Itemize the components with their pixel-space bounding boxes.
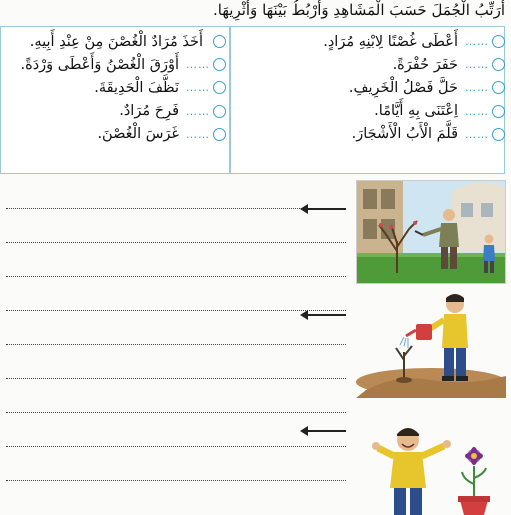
scene-image-flower: [356, 406, 506, 515]
sentence-item: [233, 100, 505, 123]
answer-circle[interactable]: [213, 128, 226, 141]
answer-circle[interactable]: [213, 35, 226, 48]
number-blank[interactable]: ……: [465, 58, 489, 72]
sentence-text: نَظَّفَ الْحَدِيقَةَ.: [94, 79, 179, 96]
sentence-text: اِعْتَنَى بِهِ أَيَّامًا.: [374, 103, 458, 120]
sentence-item: [4, 123, 226, 146]
sentence-item: [233, 30, 505, 53]
arrow-icon: [306, 208, 346, 210]
writing-line[interactable]: [6, 208, 346, 209]
sentence-item: [4, 100, 226, 123]
answer-circle[interactable]: [492, 105, 505, 118]
sentence-text: أَوْرَقَ الْغُصْنُ وَأَعْطَى وَرْدَةً.: [20, 56, 179, 73]
sentence-item: [233, 76, 505, 99]
sentence-text: حَفَرَ حُفْرَةً.: [392, 56, 458, 73]
sentence-item: [4, 30, 226, 53]
sentences-right-column: [233, 30, 505, 146]
number-blank[interactable]: ……: [186, 104, 210, 118]
sentence-item: [233, 53, 505, 76]
writing-line[interactable]: [6, 378, 346, 379]
instruction-heading: أُرَتِّبُ الْجُمَلَ حَسَبَ الْمَشَاهِدِ وَأَرْبُطُ بَيْنَهَا وَأُثْرِيهَا.: [213, 1, 505, 19]
answer-circle[interactable]: [492, 81, 505, 94]
writing-line[interactable]: [6, 242, 346, 243]
arrow-icon: [306, 314, 346, 316]
arrow-icon: [306, 430, 346, 432]
number-blank[interactable]: ……: [186, 127, 210, 141]
sentence-item: [233, 123, 505, 146]
number-blank[interactable]: ……: [465, 81, 489, 95]
sentence-item: [4, 76, 226, 99]
writing-line[interactable]: [6, 344, 346, 345]
answer-circle[interactable]: [492, 35, 505, 48]
sentences-left-column: [4, 30, 226, 146]
sentence-text: قَلَّمَ الْأَبُ الْأَشْجَارَ.: [351, 126, 458, 143]
answer-circle[interactable]: [492, 128, 505, 141]
scene-image-watering: [356, 290, 506, 398]
scene-image-pruning: [356, 180, 506, 284]
number-blank[interactable]: ……: [186, 58, 210, 72]
writing-line[interactable]: [6, 446, 346, 447]
answer-circle[interactable]: [492, 58, 505, 71]
sentence-text: حَلَّ فَصْلُ الْخَرِيفِ.: [348, 79, 458, 96]
sentence-item: [4, 53, 226, 76]
answer-circle[interactable]: [213, 105, 226, 118]
number-blank[interactable]: ……: [465, 104, 489, 118]
number-blank[interactable]: ……: [186, 81, 210, 95]
sentence-text: أَخَذَ مُرَادٌ الْغُصْنَ مِنْ عِنْدِ أَبِيهِ.: [29, 33, 203, 50]
number-blank[interactable]: ……: [465, 35, 489, 49]
answer-circle[interactable]: [213, 81, 226, 94]
writing-line[interactable]: [6, 412, 346, 413]
answer-circle[interactable]: [213, 58, 226, 71]
sentence-text: أَعْطَى غُصْنًا لِابْنِهِ مُرَادٍ.: [323, 33, 458, 50]
number-blank[interactable]: ……: [465, 127, 489, 141]
sentence-text: فَرِحَ مُرَادٌ.: [119, 103, 179, 120]
writing-line[interactable]: [6, 276, 346, 277]
writing-line[interactable]: [6, 480, 346, 481]
column-divider: [229, 26, 231, 174]
writing-line[interactable]: [6, 310, 346, 311]
sentence-text: غَرَسَ الْغُصْنَ.: [97, 126, 179, 143]
